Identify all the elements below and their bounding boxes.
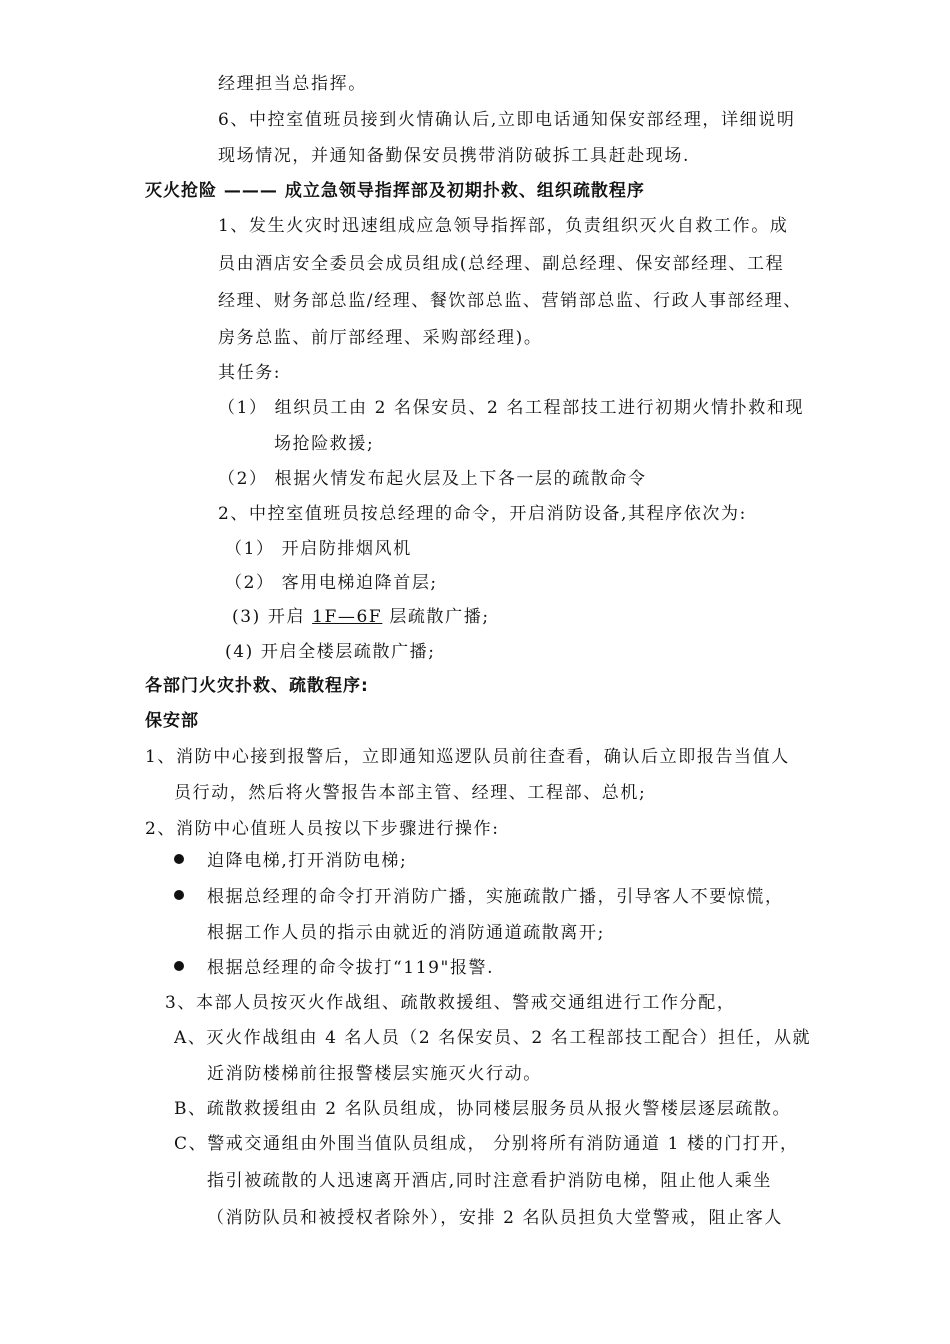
text-line: 指引被疏散的人迅速离开酒店,同时注意看护消防电梯，阻止他人乘坐 [207, 1171, 773, 1191]
text-line: 员由酒店安全委员会成员组成(总经理、副总经理、保安部经理、工程 [218, 254, 785, 274]
text-line: 其任务: [218, 363, 282, 383]
text-line: 场抢险救援; [274, 434, 375, 454]
text-line: （消防队员和被授权者除外），安排 2 名队员担负大堂警戒，阻止客人 [207, 1208, 783, 1228]
text-line: 2、消防中心值班人员按以下步骤进行操作: [145, 819, 500, 839]
bullet-icon [174, 961, 184, 971]
text-line: 2、中控室值班员按总经理的命令，开启消防设备,其程序依次为: [218, 504, 747, 524]
text-line: 根据总经理的命令拔打“119"报警. [207, 958, 495, 978]
text-line: 现场情况，并通知备勤保安员携带消防破拆工具赶赴现场. [218, 146, 691, 166]
text-line: (4) 开启全楼层疏散广播; [225, 642, 436, 662]
text-line: A、灭火作战组由 4 名人员（2 名保安员、2 名工程部技工配合）担任，从就 [174, 1028, 812, 1048]
text-part: 层疏散广播; [382, 607, 490, 627]
text-part: (3) 开启 [232, 607, 313, 627]
text-line: 1、消防中心接到报警后，立即通知巡逻队员前往查看，确认后立即报告当值人 [145, 747, 790, 767]
text-line [232, 606, 490, 628]
text-line: C、警戒交通组由外围当值队员组成， 分别将所有消防通道 1 楼的门打开， [174, 1134, 799, 1154]
text-line: （2） 根据火情发布起火层及上下各一层的疏散命令 [218, 469, 647, 489]
text-line: 根据工作人员的指示由就近的消防通道疏散离开; [207, 923, 605, 943]
text-line: 近消防楼梯前往报警楼层实施灭火行动。 [207, 1064, 542, 1084]
text-line: 员行动，然后将火警报告本部主管、经理、工程部、总机; [174, 783, 647, 803]
text-line: （1） 开启防排烟风机 [225, 539, 412, 559]
bullet-icon [174, 854, 184, 864]
text-line: B、疏散救援组由 2 名队员组成，协同楼层服务员从报火警楼层逐层疏散。 [174, 1099, 792, 1119]
text-line: 房务总监、前厅部经理、采购部经理)。 [218, 328, 543, 348]
text-line: （1） 组织员工由 2 名保安员、2 名工程部技工进行初期火情扑救和现 [218, 398, 805, 418]
text-line: 根据总经理的命令打开消防广播，实施疏散广播，引导客人不要惊慌， [207, 887, 784, 907]
section-heading: 各部门火灾扑救、疏散程序: [145, 676, 369, 696]
bullet-icon [174, 890, 184, 900]
section-heading: 保安部 [145, 711, 199, 731]
text-line: 迫降电梯,打开消防电梯; [207, 851, 408, 871]
underlined-floor-range: 1F—6F [312, 607, 383, 627]
section-heading: 灭火抢险 ——— 成立急领导指挥部及初期扑救、组织疏散程序 [145, 181, 645, 201]
text-line: 1、发生火灾时迅速组成应急领导指挥部，负责组织灭火自救工作。成 [218, 216, 789, 236]
text-line: 经理担当总指挥。 [218, 74, 367, 94]
text-line: 6、中控室值班员接到火情确认后,立即电话通知保安部经理，详细说明 [218, 110, 796, 130]
text-line: 3、本部人员按灭火作战组、疏散救援组、警戒交通组进行工作分配， [165, 993, 736, 1013]
text-line: （2） 客用电梯迫降首层; [225, 573, 438, 593]
text-line: 经理、财务部总监/经理、餐饮部总监、营销部总监、行政人事部经理、 [218, 291, 802, 311]
